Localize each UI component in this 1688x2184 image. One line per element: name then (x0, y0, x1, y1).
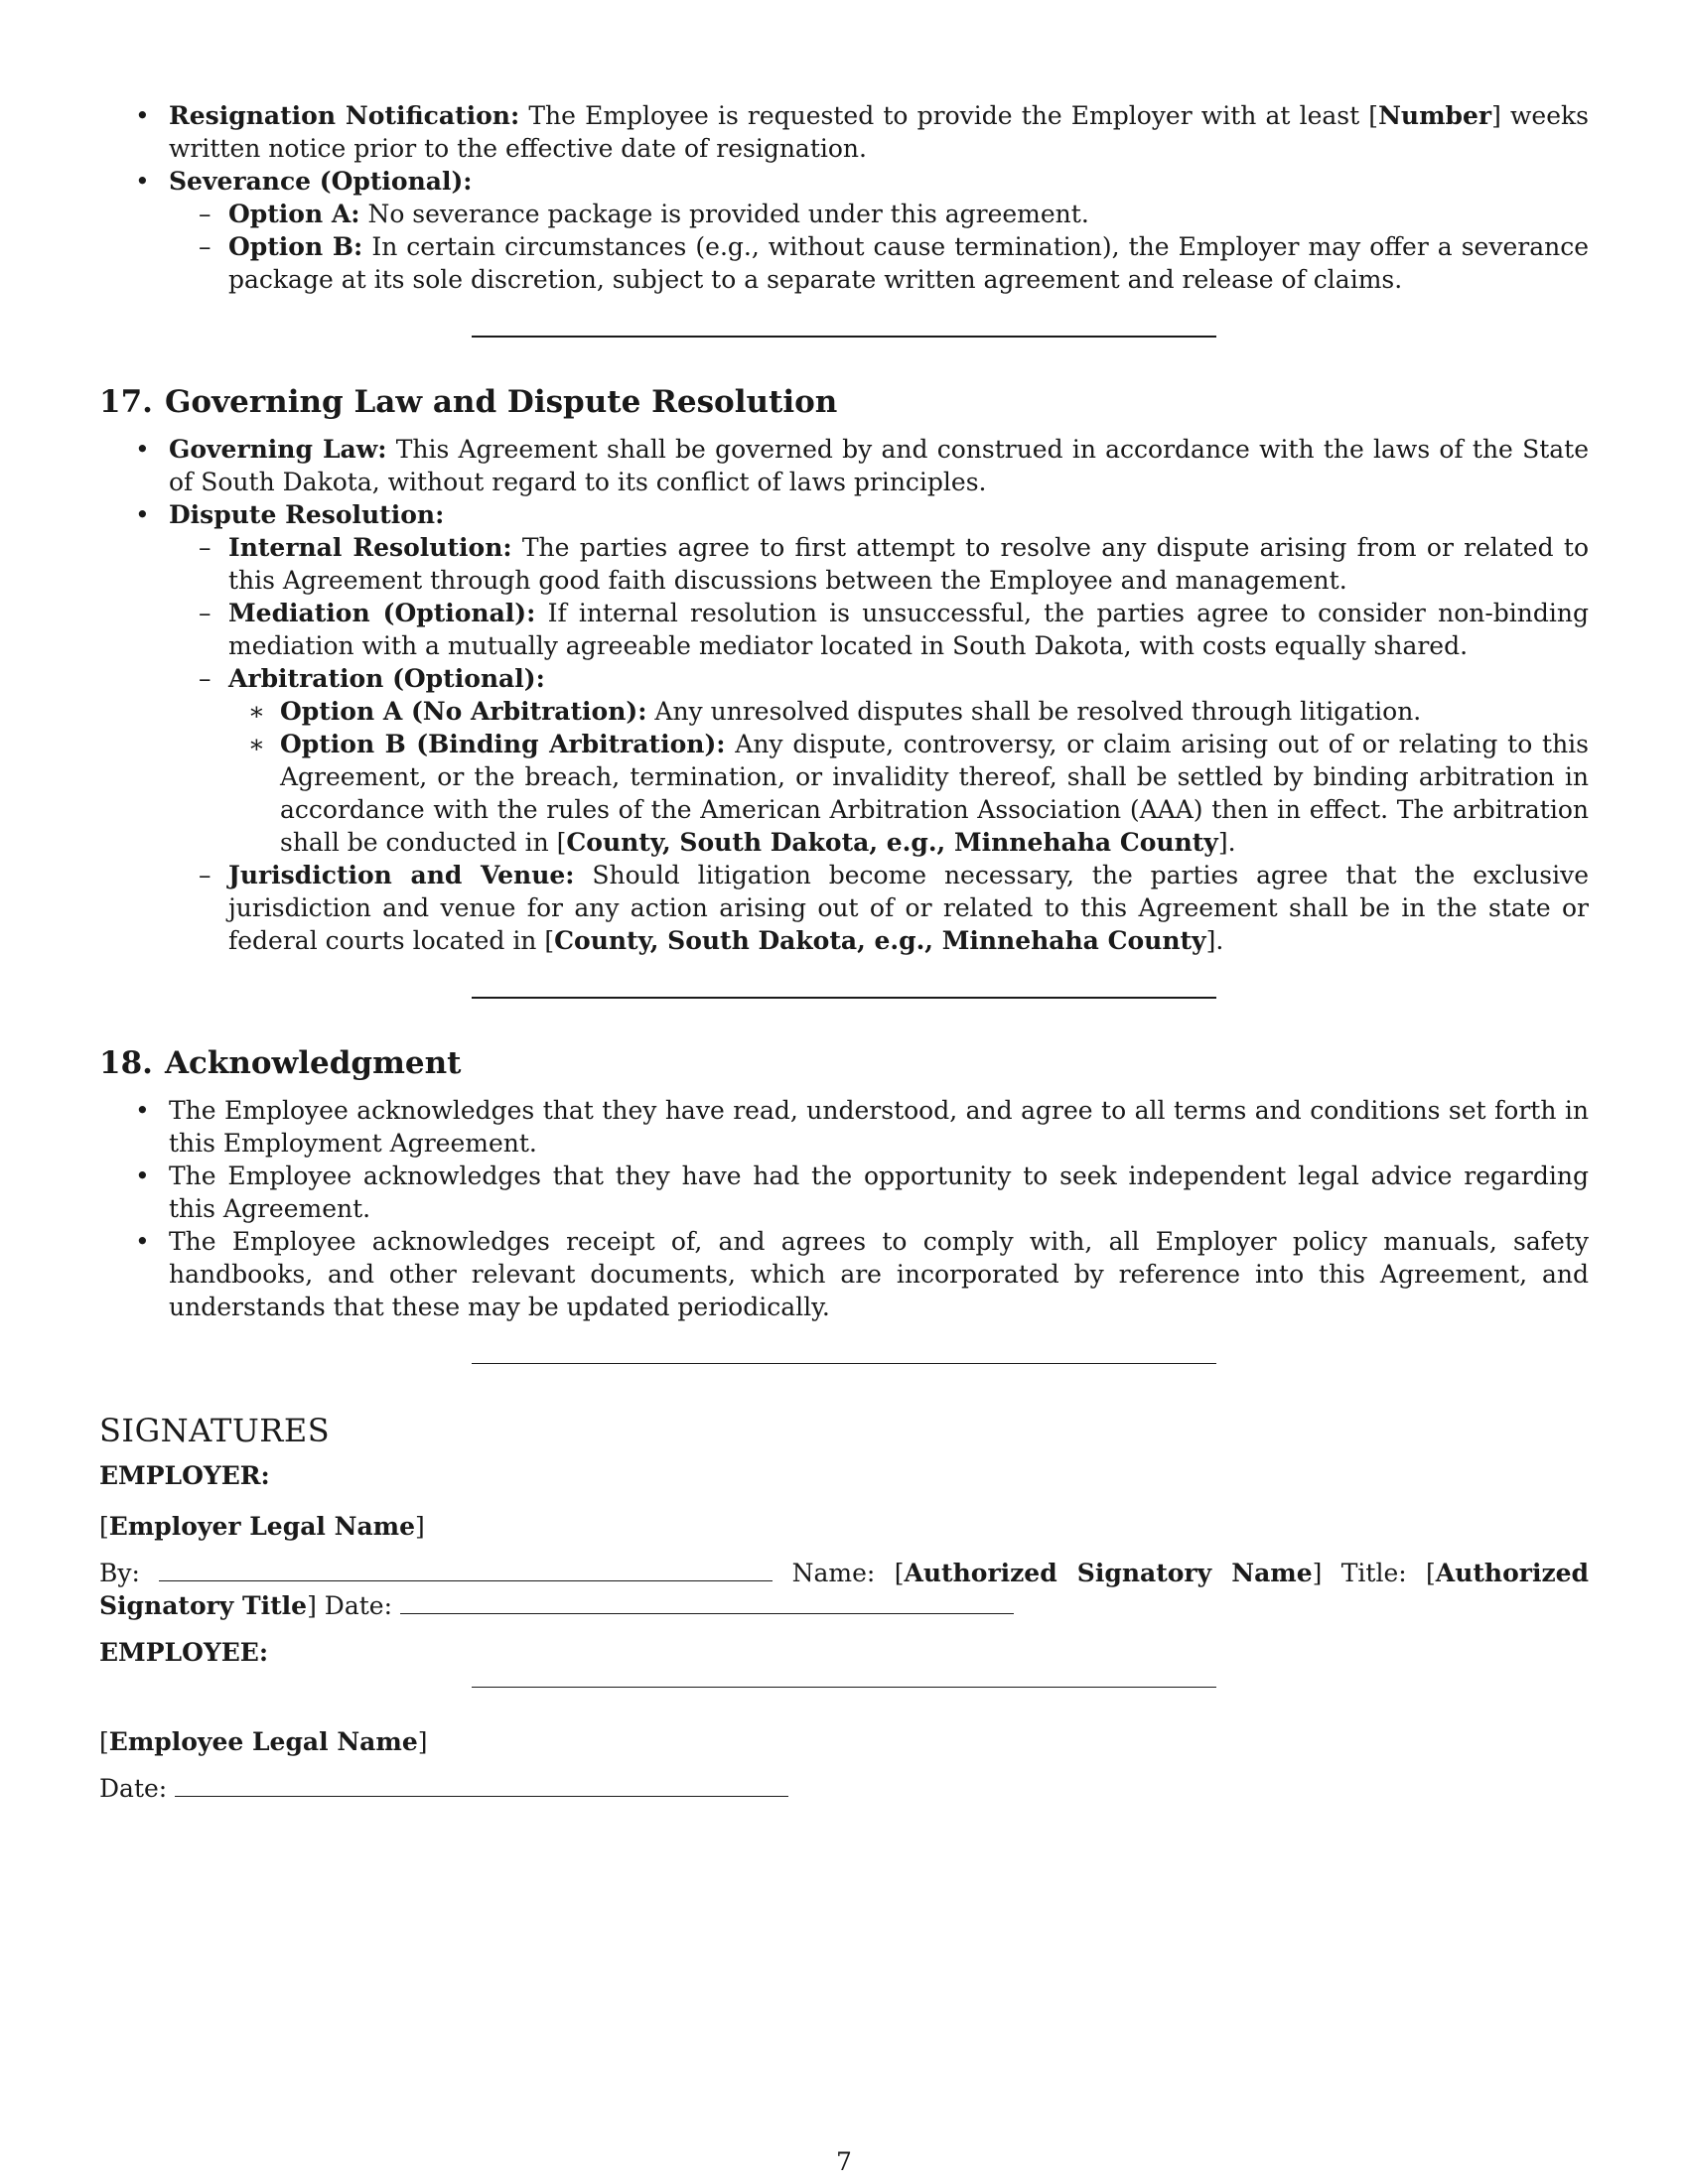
severance-item (99, 165, 1589, 296)
jurisdiction-end: ]. (1205, 926, 1224, 955)
arb-option-a-label: Option A (No Arbitration): (280, 697, 647, 726)
employer-name-line: [Employer Legal Name] (99, 1512, 425, 1541)
dispute-resolution-label: Dispute Resolution: (169, 500, 445, 529)
governing-law-label: Governing Law: (169, 435, 387, 464)
employee-date-label: Date: (99, 1774, 168, 1803)
jurisdiction-text: Should litigation become necessary, the parties agree that the exclusive jurisdiction and venue for any action arising out of or related to this Agreement shall be in the state or federal courts located in [ (228, 861, 1589, 955)
signatory-title-placeholder: Authorized Signatory Title (99, 1559, 1590, 1620)
arbitration-item (169, 662, 1589, 859)
section18-title: Acknowledgment (164, 1045, 462, 1081)
mediation-item (169, 597, 1589, 662)
option-a-label: Option A: (228, 200, 360, 228)
internal-resolution-label: Internal Resolution: (228, 533, 512, 562)
employer-date-label: Date: (324, 1591, 393, 1620)
title-label: Title: (1340, 1559, 1407, 1587)
name-label: Name: (791, 1559, 876, 1587)
option-a-text: No severance package is provided under this agreement. (367, 200, 1089, 228)
employer-signature-block: By: Name: [Authorized Signatory Name] Title: [Authorized Signatory Title] Date: (99, 1559, 1590, 1620)
employer-date-line[interactable] (400, 1591, 1014, 1614)
arb-option-b-label: Option B (Binding Arbitration): (280, 730, 726, 758)
employee-label: EMPLOYEE: (99, 1638, 269, 1667)
employee-date-line[interactable] (175, 1774, 788, 1797)
internal-resolution-text: The parties agree to first attempt to resolve any dispute arising from or related to this Agreement through good faith discussions between the Employee and management. (228, 533, 1589, 595)
section18-number: 18. (99, 1045, 153, 1081)
governing-law-item (99, 433, 1589, 498)
dispute-resolution-item (99, 498, 1589, 957)
arbitration-option-a (228, 695, 1589, 728)
acknowledgment-item: • The Employee acknowledges that they have had the opportunity to seek independent legal advice regarding this Agreement. (99, 1160, 1589, 1225)
section18-heading (99, 1044, 1589, 1082)
jurisdiction-item (169, 859, 1589, 957)
employee-signature-line[interactable] (472, 1687, 1216, 1688)
section-divider (472, 1363, 1216, 1364)
mediation-label: Mediation (Optional): (228, 599, 536, 627)
acknowledgment-item: • The Employee acknowledges that they have read, understood, and agree to all terms and conditions set forth in this Employment Agreement. (99, 1094, 1589, 1160)
jurisdiction-county-placeholder: County, South Dakota, e.g., Minnehaha County (554, 926, 1206, 955)
resignation-item (99, 99, 1589, 165)
arbitration-option-b (228, 728, 1589, 859)
section17-list (99, 433, 1589, 957)
page-number: 7 (836, 2147, 852, 2176)
arbitration-options (228, 695, 1589, 859)
section17-heading (99, 383, 1589, 421)
resignation-text-b: ] weeks written notice prior to the effective date of resignation. (169, 101, 1589, 163)
employee-name-line: [Employee Legal Name] (99, 1727, 428, 1756)
severance-label: Severance (Optional): (169, 167, 473, 196)
arb-county-placeholder: County, South Dakota, e.g., Minnehaha County (566, 828, 1218, 857)
employee-name-placeholder: Employee Legal Name (108, 1727, 418, 1756)
by-label: By: (99, 1559, 140, 1587)
governing-law-text: This Agreement shall be governed by and construed in accordance with the laws of the State of South Dakota, without regard to its conflict of laws principles. (169, 435, 1589, 496)
severance-options (169, 198, 1589, 296)
employer-label: EMPLOYER: (99, 1461, 270, 1490)
employer-signature-line[interactable] (159, 1559, 773, 1581)
document-page (99, 99, 1589, 1819)
acknowledgment-item: • The Employee acknowledges receipt of, and agrees to comply with, all Employer policy manuals, safety handbooks, and other relevant documents, which are incorporated by reference into this Agreement, and understands that these may be updated periodically. (99, 1225, 1589, 1323)
option-b-label: Option B: (228, 232, 363, 261)
resignation-text-a: The Employee is requested to provide the Employer with at least [ (528, 101, 1379, 130)
signatures-heading: SIGNATURES (99, 1412, 331, 1449)
signatory-name-placeholder: Authorized Signatory Name (904, 1559, 1313, 1587)
arb-option-b-end: ]. (1217, 828, 1236, 857)
internal-resolution-item (169, 531, 1589, 597)
section16-list (99, 99, 1589, 296)
employee-date-block (99, 1772, 1589, 1805)
severance-option-a (169, 198, 1589, 230)
section18-list (99, 1094, 1589, 1323)
section-divider (472, 997, 1216, 999)
section-divider (472, 336, 1216, 338)
arbitration-label: Arbitration (Optional): (228, 664, 545, 693)
mediation-text: If internal resolution is unsuccessful, the parties agree to consider non-binding mediation with a mutually agreeable mediator located in South Dakota, with costs equally shared. (228, 599, 1589, 660)
option-b-text: In certain circumstances (e.g., without cause termination), the Employer may offer a severance package at its sole discretion, subject to a separate written agreement and release of claims. (228, 232, 1589, 294)
dispute-resolution-list (169, 531, 1589, 957)
employer-name-placeholder: Employer Legal Name (108, 1512, 416, 1541)
arb-option-a-text: Any unresolved disputes shall be resolved through litigation. (654, 697, 1422, 726)
arb-option-b-text: Any dispute, controversy, or claim arising out of or relating to this Agreement, or the breach, termination, or invalidity thereof, shall be settled by binding arbitration in accordance with the rules of the American Arbitration Association (AAA) then in effect. The arbitration shall be conducted in [ (280, 730, 1589, 857)
severance-option-b (169, 230, 1589, 296)
resignation-placeholder: Number (1378, 101, 1492, 130)
jurisdiction-label: Jurisdiction and Venue: (228, 861, 575, 889)
section17-title: Governing Law and Dispute Resolution (164, 384, 838, 420)
section17-number: 17. (99, 384, 153, 420)
resignation-label: Resignation Notification: (169, 101, 520, 130)
